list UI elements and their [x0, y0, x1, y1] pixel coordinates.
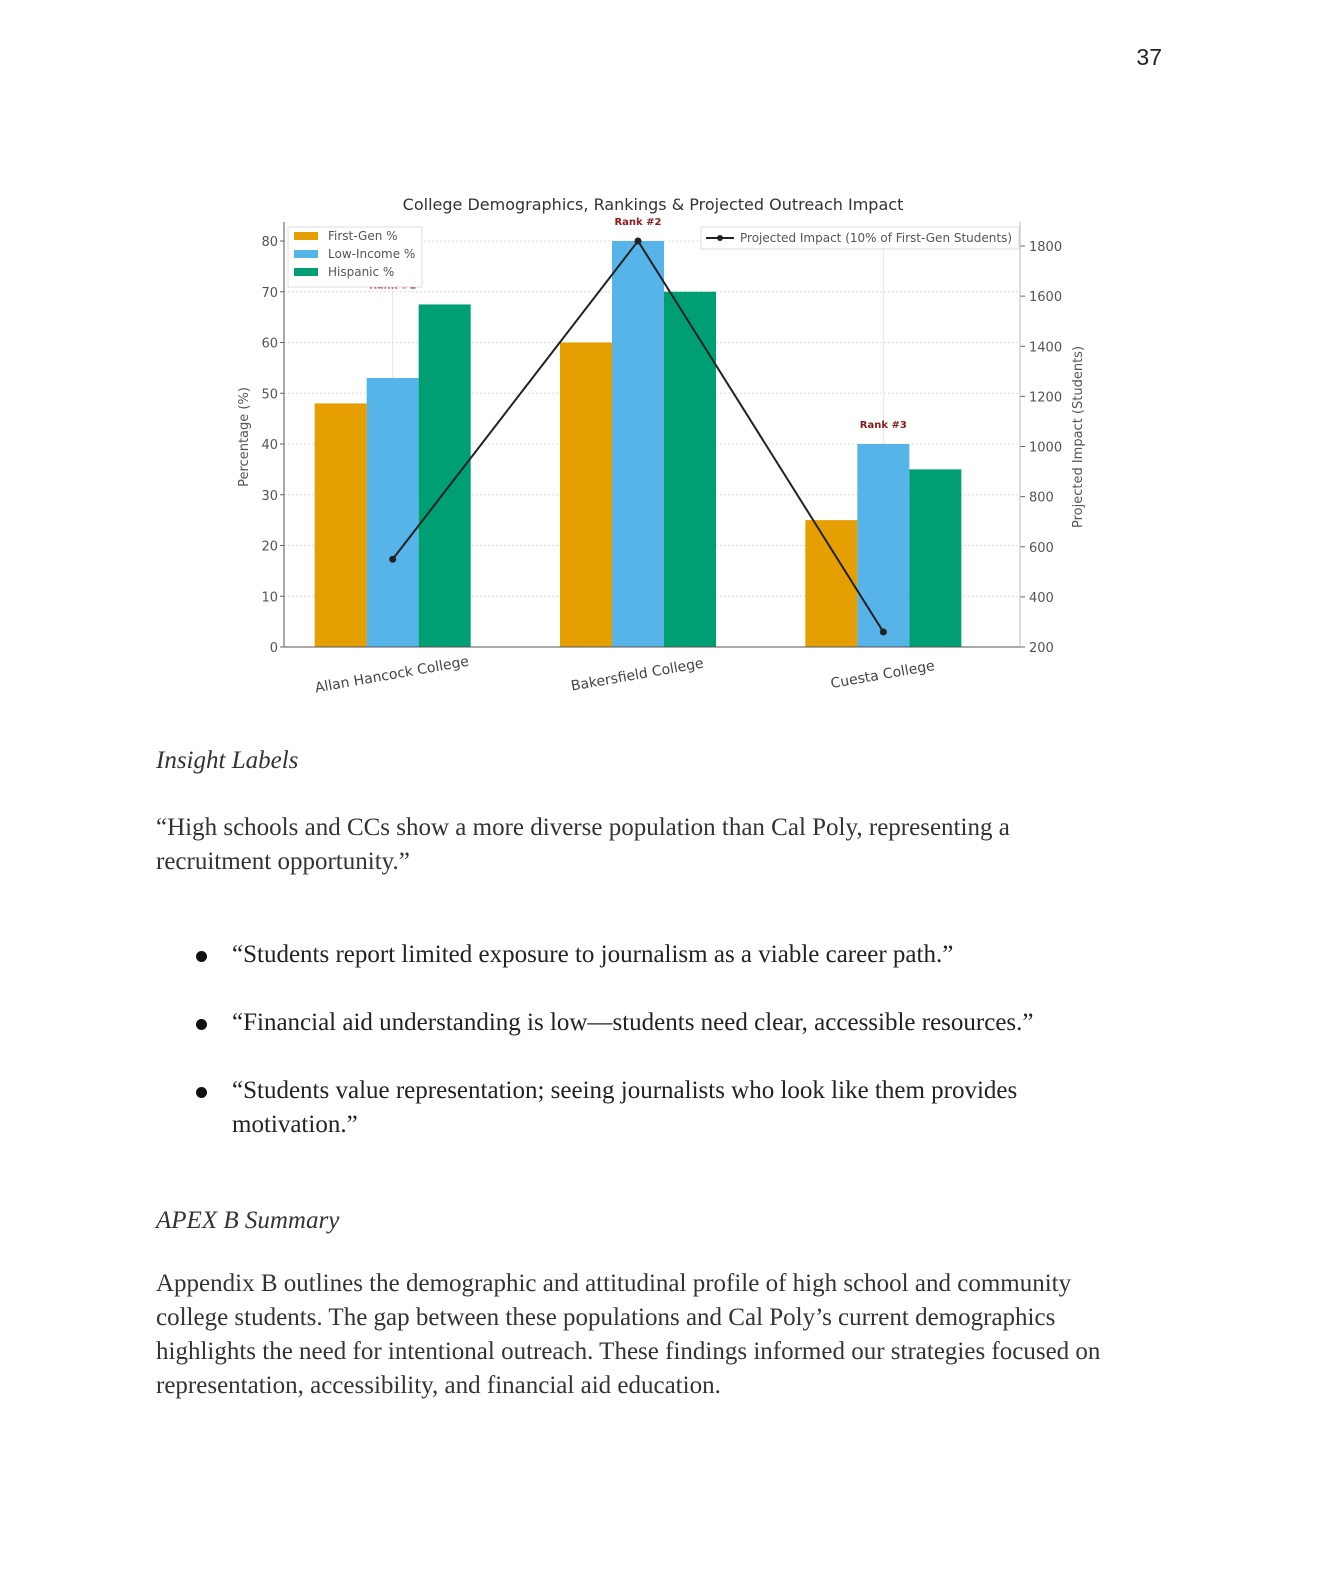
y-tick-label: 0	[269, 641, 278, 656]
bar-low-income-1	[612, 241, 664, 647]
list-item	[156, 1074, 1136, 1142]
legend-label: First-Gen %	[328, 229, 398, 243]
y-tick-label: 50	[261, 387, 278, 403]
y2-tick-label: 400	[1029, 590, 1054, 606]
bar-first-gen-1	[560, 343, 612, 648]
bullet-text: “Students report limited exposure to journalism as a viable career path.”	[232, 941, 954, 968]
x-tick-label: Bakersfield College	[569, 655, 705, 695]
y2-axis-label: Projected Impact (Students)	[1071, 345, 1086, 529]
bar-first-gen-2	[805, 520, 857, 647]
projected-impact-point	[389, 556, 396, 563]
y2-tick-label: 1400	[1029, 340, 1063, 356]
chart-title: College Demographics, Rankings & Projected Outreach Impact	[402, 195, 904, 214]
legend-swatch	[294, 232, 318, 240]
insight-quote: “High schools and CCs show a more diverse population than Cal Poly, representing a recruitment opportunity.”	[156, 814, 1010, 875]
y2-tick-label: 1600	[1029, 290, 1063, 306]
list-item	[156, 1006, 1136, 1040]
legend-line-marker	[717, 235, 723, 241]
y2-tick-label: 800	[1029, 490, 1054, 506]
rank-label: Rank #2	[614, 217, 662, 228]
y2-tick-label: 200	[1029, 641, 1054, 656]
legend-swatch	[294, 268, 318, 276]
y-tick-label: 80	[261, 235, 278, 250]
y-tick-label: 10	[261, 590, 278, 606]
bar-low-income-0	[367, 378, 419, 647]
bar-hispanic-1	[664, 292, 716, 647]
y-tick-label: 40	[261, 438, 278, 453]
summary-heading: APEX B Summary	[156, 1207, 340, 1234]
legend-swatch	[294, 250, 318, 258]
insight-bullet-list	[156, 938, 1136, 1176]
y2-tick-label: 600	[1029, 540, 1054, 556]
bullet-text: “Financial aid understanding is low—students need clear, accessible resources.”	[232, 1009, 1034, 1036]
y2-tick-label: 1200	[1029, 390, 1063, 406]
legend-label: Low-Income %	[328, 247, 416, 261]
summary-paragraph: Appendix B outlines the demographic and attitudinal profile of high school and community college students. The gap between these populations and Cal Poly’s current demographics highlights the need for intentional outreach. These findings informed our strategies focused on representation, accessibility, and financial aid education.	[156, 1270, 1101, 1399]
bullet-icon	[196, 1087, 207, 1098]
x-tick-label: Cuesta College	[829, 658, 936, 693]
bar-low-income-2	[857, 444, 909, 647]
y-tick-label: 60	[261, 336, 278, 352]
y-tick-label: 20	[261, 539, 278, 555]
x-tick-label: Allan Hancock College	[313, 653, 471, 697]
page-number: 37	[1136, 44, 1162, 70]
bar-first-gen-0	[315, 403, 367, 647]
legend-label: Hispanic %	[328, 265, 395, 279]
bar-hispanic-2	[909, 469, 961, 647]
rank-label: Rank #3	[859, 420, 907, 431]
projected-impact-point	[635, 237, 642, 244]
y-axis-label: Percentage (%)	[237, 387, 252, 487]
projected-impact-point	[880, 628, 887, 635]
bullet-icon	[196, 1019, 207, 1030]
y2-tick-label: 1000	[1029, 440, 1063, 456]
bullet-text: “Students value representation; seeing journalists who look like them provides motivation.”	[232, 1077, 1018, 1138]
bar-hispanic-0	[419, 304, 471, 647]
y2-tick-label: 1800	[1029, 240, 1063, 255]
y-tick-label: 30	[261, 488, 278, 504]
legend-label-right: Projected Impact (10% of First-Gen Students)	[740, 231, 1013, 245]
y-tick-label: 70	[261, 285, 278, 301]
list-item	[156, 938, 1136, 972]
demographics-chart	[228, 182, 1108, 712]
bullet-icon	[196, 951, 207, 962]
insight-labels-heading: Insight Labels	[156, 747, 299, 774]
